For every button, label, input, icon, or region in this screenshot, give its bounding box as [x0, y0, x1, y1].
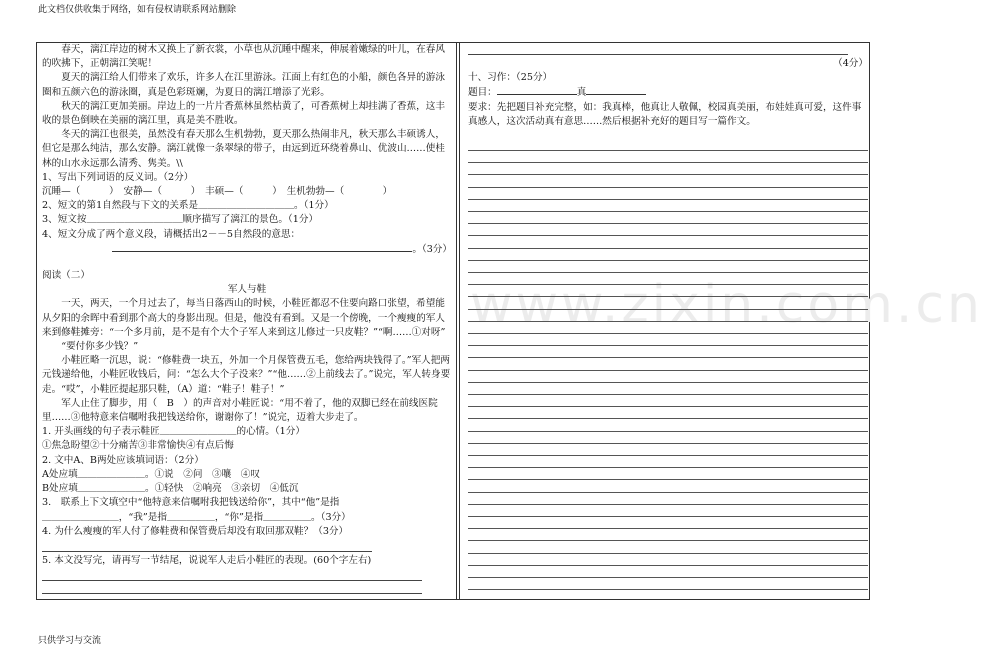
column-divider — [456, 42, 457, 600]
question-4: 4、短文分成了两个意义段，请概括出2－－5自然段的意思： — [42, 228, 301, 240]
composition-line — [468, 260, 868, 261]
reading-q4-answer-line — [42, 541, 372, 552]
reading-q1: 1. 开头画线的句子表示鞋匠＿＿＿＿＿＿＿＿的心情。（1分） — [42, 426, 305, 438]
prev-answer-line — [468, 48, 848, 55]
composition-line — [468, 223, 868, 224]
writing-section-heading: 十、习作：（25分） — [468, 72, 553, 84]
composition-line — [468, 455, 868, 456]
composition-line — [468, 248, 868, 249]
reading-q1-options: ①焦急盼望②十分痛苦③非常愉快④有点后悔 — [42, 440, 234, 452]
composition-line — [468, 431, 868, 432]
passage1-para2: 夏天的漓江给人们带来了欢乐，许多人在江里游泳。江面上有红色的小船，颜色各异的游泳圈和五颜六色的游泳圈，真是色彩斑斓，为夏日的漓江增添了光彩。 — [42, 72, 445, 98]
composition-line — [468, 162, 868, 163]
reading-q2-b: B处应填＿＿＿＿＿＿＿。①轻快 ②响亮 ③亲切 ④低沉 — [42, 483, 299, 495]
passage2-para4: 军人止住了脚步，用（ B ）的声音对小鞋匠说：“用不着了，他的双脚已经在前线医院里……③他特意来信嘱咐我把钱送给你，谢谢你了！”说完，迈着大步走了。 — [42, 397, 438, 424]
passage1-para1: 春天，漓江岸边的树木又换上了新衣裳，小草也从沉睡中醒来，伸展着嫩绿的叶儿，在春风的吹拂下，正朝漓江笑呢！ — [42, 44, 445, 70]
composition-line — [468, 418, 868, 419]
composition-line — [468, 492, 868, 493]
right-column — [468, 46, 868, 129]
writing-topic — [468, 85, 868, 100]
question-4-score: 。（3分） — [412, 243, 452, 255]
composition-line — [468, 577, 868, 578]
reading-q5-answer-line-2 — [42, 583, 422, 594]
composition-line — [468, 382, 868, 383]
composition-line — [468, 553, 868, 554]
composition-line — [468, 357, 868, 358]
composition-line — [468, 199, 868, 200]
reading2-heading: 阅读（二） — [42, 270, 90, 282]
topic-label: 题目： — [468, 87, 497, 99]
composition-line — [468, 504, 868, 505]
passage1-para3: 秋天的漓江更加美丽。岸边上的一片片香蕉林虽然枯黄了，可香蕉树上却挂满了香蕉，这丰收的景色倒映在美丽的漓江里，真是美不胜收。 — [42, 100, 445, 127]
topic-blank — [497, 85, 577, 95]
question-1-words: 沉睡—（ ） 安静—（ ） 丰硕—（ ） 生机勃勃—（ ） — [42, 186, 393, 198]
composition-line — [468, 296, 868, 297]
reading-q3-line1: 3. 联系上下文填空中“他特意来信嘱咐我把钱送给你”，其中“他”是指 — [42, 497, 340, 509]
composition-line — [468, 345, 868, 346]
composition-line — [468, 370, 868, 371]
composition-line — [468, 443, 868, 444]
passage1-para4: 冬天的漓江也很美，虽然没有春天那么生机勃勃，夏天那么热闹非凡，秋天那么丰硕诱人，但它是那么纯洁，那么安静。漓江就像一条翠绿的带子，由远到近环绕着鼻山、优波山……使桂林的山水永远那么清秀、隽美。\\ — [42, 129, 445, 169]
left-column — [42, 43, 452, 596]
composition-line — [468, 565, 868, 566]
prev-question-score: （4分） — [833, 58, 868, 69]
reading-q3-line2: ＿＿＿＿＿＿＿＿，“我”是指＿＿＿＿＿，“你”是指＿＿＿＿＿。（3分） — [42, 511, 351, 523]
composition-line — [468, 394, 868, 395]
writing-requirements: 要求：先把题目补充完整，如：我真棒，他真让人敬佩，校园真美丽，布娃娃真可爱，这件事真感人，这次活动真有意思……然后根据补充好的题目写一篇作文。 — [468, 101, 862, 127]
composition-line — [468, 467, 868, 468]
page-footer: 只供学习与交流 — [38, 636, 102, 646]
composition-line — [468, 321, 868, 322]
question-2: 2、短文的第1自然段与下文的关系是＿＿＿＿＿＿＿＿＿＿。（1分） — [42, 200, 334, 212]
passage2-title: 军人与鞋 — [227, 284, 267, 296]
composition-line — [468, 284, 868, 285]
composition-line — [468, 479, 868, 480]
reading-q2-a: A处应填＿＿＿＿＿＿＿。①说 ②问 ③嚷 ④叹 — [42, 468, 260, 480]
passage2-para1: 一天，两天，一个月过去了，每当日落西山的时候，小鞋匠都忍不住要向路口张望，希望能从夕阳的余晖中看到那个高大的身影出现。但是，他没有看到。又是一个傍晚，一个瘦瘦的军人来到修鞋摊旁：“一个多月前，是不是有个大个子军人来到这儿修过一只皮鞋？”“啊……①对呀” — [42, 298, 446, 338]
answer-line — [112, 242, 412, 252]
topic-word: 真 — [576, 87, 587, 99]
passage2-para2: “要付你多少钱？” — [61, 341, 139, 353]
composition-line — [468, 589, 868, 590]
composition-line — [468, 333, 868, 334]
composition-line — [468, 187, 868, 188]
composition-line — [468, 540, 868, 541]
question-4-answer-line — [42, 242, 452, 257]
reading-q2: 2. 文中A、B两处应该填词语：（2分） — [42, 454, 204, 466]
composition-line — [468, 406, 868, 407]
composition-line — [468, 174, 868, 175]
question-1: 1、写出下列词语的反义词。（2分） — [42, 171, 194, 183]
passage2-para3: 小鞋匠略一沉思，说：“修鞋费一块五，外加一个月保管费五毛，您给两块钱得了。”军人把两元钱递给他，小鞋匠收钱后，问：“怎么大个子没来？”“他……②上前线去了。”说完，军人转身要走。“哎”，小鞋匠提起那只鞋，（A）道：“鞋子！鞋子！” — [42, 355, 451, 395]
composition-line — [468, 235, 868, 236]
composition-line — [468, 309, 868, 310]
reading-q5-answer-line-1 — [42, 570, 422, 581]
composition-line — [468, 528, 868, 529]
composition-line — [468, 150, 868, 151]
watermark: www.zixin.com.cn — [470, 275, 983, 335]
column-divider-2 — [459, 42, 460, 600]
topic-blank-2 — [586, 85, 646, 95]
page-header: 此文档仅供收集于网络，如有侵权请联系网站删除 — [38, 5, 237, 15]
reading-q4: 4. 为什么瘦瘦的军人付了修鞋费和保管费后却没有取回那双鞋？（3分） — [42, 525, 349, 537]
question-3: 3、短文按＿＿＿＿＿＿＿＿＿＿顺序描写了漓江的景色。（1分） — [42, 214, 319, 226]
composition-line — [468, 516, 868, 517]
composition-line — [468, 272, 868, 273]
reading-q5: 5. 本文没写完，请再写一节结尾，说说军人走后小鞋匠的表现。(60个字左右) — [42, 554, 372, 566]
composition-line — [468, 211, 868, 212]
